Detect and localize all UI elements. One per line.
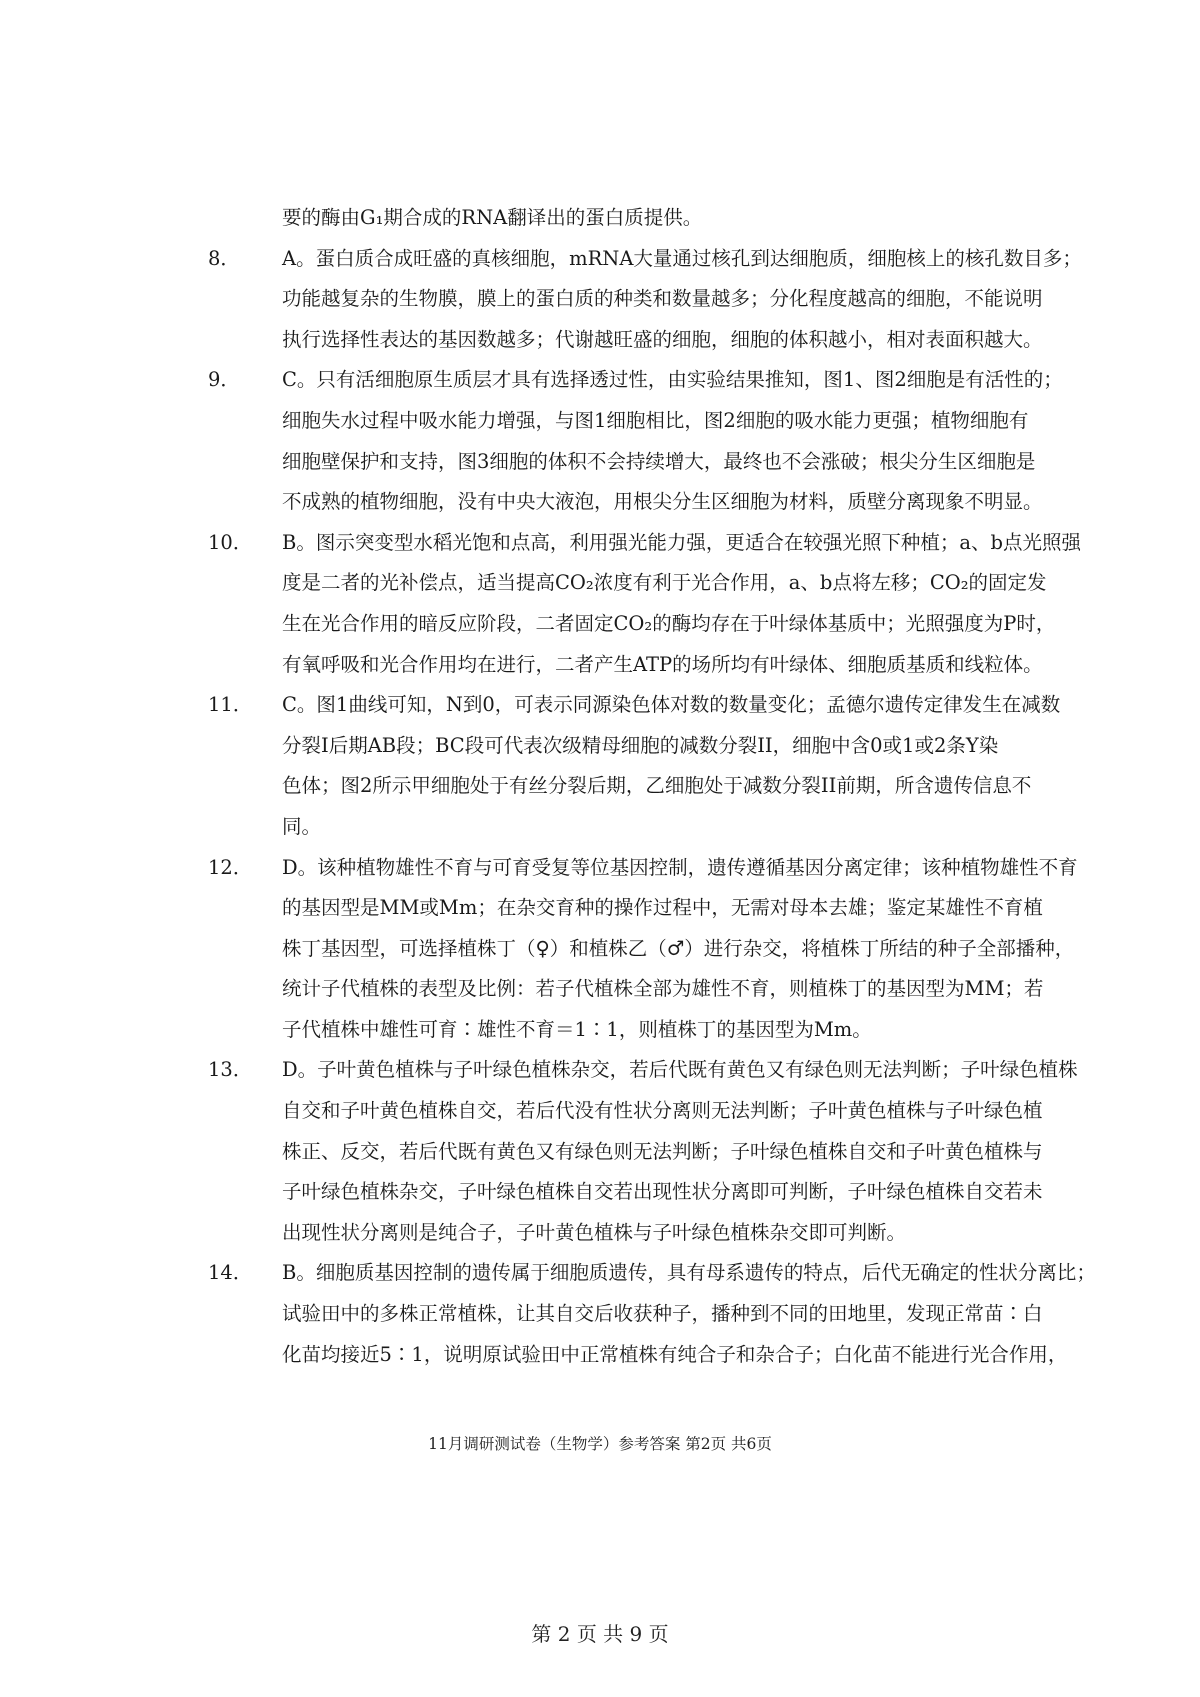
answer-line: 的基因型是MM或Mm；在杂交育种的操作过程中，无需对母本去雄；鉴定某雄性不育植 — [282, 896, 1043, 920]
answer-text: D。该种植物雄性不育与可育受复等位基因控制，遗传遵循基因分离定律；该种植物雄性不育 — [282, 855, 1078, 879]
answer-first-line — [208, 848, 1130, 889]
answer-line: 细胞失水过程中吸水能力增强，与图1细胞相比，图2细胞的吸水能力更强；植物细胞有 — [282, 408, 1029, 432]
answer-number: 14． — [208, 1261, 253, 1285]
answer-first-line — [208, 360, 1130, 401]
answer-text: B。细胞质基因控制的遗传属于细胞质遗传，具有母系遗传的特点，后代无确定的性状分离比； — [282, 1261, 1096, 1285]
answer-item — [208, 685, 1130, 847]
lead-text: 要的酶由G₁期合成的RNA翻译出的蛋白质提供。 — [282, 206, 703, 229]
answer-item — [208, 848, 1130, 1051]
answer-line: 出现性状分离则是纯合子，子叶黄色植株与子叶绿色植株杂交即可判断。 — [282, 1220, 907, 1244]
answer-number: 13． — [208, 1058, 253, 1082]
answer-items — [208, 239, 1130, 1376]
answer-first-line — [208, 239, 1130, 280]
answer-line: 子代植株中雄性可育∶雄性不育＝1∶1，则植株丁的基因型为Mm。 — [282, 1017, 872, 1041]
answer-line: 不成熟的植物细胞，没有中央大液泡，用根尖分生区细胞为材料，质壁分离现象不明显。 — [282, 490, 1043, 514]
answer-line: 功能越复杂的生物膜，膜上的蛋白质的种类和数量越多；分化程度越高的细胞，不能说明 — [282, 287, 1043, 311]
answer-item — [208, 1050, 1130, 1253]
answer-item — [208, 360, 1130, 522]
footer-page-number: 第 2 页 共 9 页 — [531, 1622, 669, 1646]
answer-first-line — [208, 1253, 1130, 1294]
answer-line: 色体；图2所示甲细胞处于有丝分裂后期，乙细胞处于减数分裂II前期，所含遗传信息不 — [282, 774, 1032, 798]
answer-item — [208, 1253, 1130, 1375]
answer-text: C。图1曲线可知，N到0，可表示同源染色体对数的数量变化；孟德尔遗传定律发生在减数 — [282, 693, 1061, 717]
answer-number: 8． — [208, 246, 240, 270]
answer-line: 度是二者的光补偿点，适当提高CO₂浓度有利于光合作用，a、b点将左移；CO₂的固定发 — [282, 571, 1047, 595]
answer-item — [208, 523, 1130, 685]
answer-text: A。蛋白质合成旺盛的真核细胞，mRNA大量通过核孔到达细胞质，细胞核上的核孔数目多； — [282, 246, 1082, 270]
answer-line: 执行选择性表达的基因数越多；代谢越旺盛的细胞，细胞的体积越小，相对表面积越大。 — [282, 327, 1043, 351]
answer-line: 细胞壁保护和支持，图3细胞的体积不会持续增大，最终也不会涨破；根尖分生区细胞是 — [282, 449, 1036, 473]
answer-first-line — [208, 685, 1130, 726]
answer-line: 子叶绿色植株杂交，子叶绿色植株自交若出现性状分离即可判断，子叶绿色植株自交若未 — [282, 1180, 1043, 1204]
answer-item — [208, 239, 1130, 361]
answer-text: B。图示突变型水稻光饱和点高，利用强光能力强，更适合在较强光照下种植；a、b点光照强 — [282, 530, 1081, 554]
answer-line: 株正、反交，若后代既有黄色又有绿色则无法判断；子叶绿色植株自交和子叶黄色植株与 — [282, 1139, 1043, 1163]
answer-line: 试验田中的多株正常植株，让其自交后收获种子，播种到不同的田地里，发现正常苗∶白 — [282, 1302, 1043, 1326]
answer-line: 分裂Ⅰ后期AB段；BC段可代表次级精母细胞的减数分裂II，细胞中含0或1或2条Y染 — [282, 733, 999, 757]
answer-first-line — [208, 523, 1130, 564]
answer-line: 同。 — [282, 814, 322, 838]
answer-list — [208, 198, 1130, 1375]
answer-number: 9． — [208, 368, 240, 392]
answer-number: 11． — [208, 693, 253, 717]
answer-line: 自交和子叶黄色植株自交，若后代没有性状分离则无法判断；子叶黄色植株与子叶绿色植 — [282, 1099, 1043, 1123]
answer-first-line — [208, 1050, 1130, 1091]
answer-line: 生在光合作用的暗反应阶段，二者固定CO₂的酶均存在于叶绿体基质中；光照强度为P时， — [282, 611, 1056, 635]
answer-line: 统计子代植株的表型及比例：若子代植株全部为雄性不育，则植株丁的基因型为MM；若 — [282, 977, 1044, 1001]
answer-line: 株丁基因型，可选择植株丁（♀）和植株乙（♂）进行杂交，将植株丁所结的种子全部播种， — [282, 936, 1075, 960]
answer-line: 化苗均接近5∶1，说明原试验田中正常植株有纯合子和杂合子；白化苗不能进行光合作用， — [282, 1342, 1068, 1366]
answer-line: 有氧呼吸和光合作用均在进行，二者产生ATP的场所均有叶绿体、细胞质基质和线粒体。 — [282, 652, 1043, 676]
footer-reference: 11月调研测试卷（生物学）参考答案 第2页 共6页 — [428, 1435, 772, 1453]
answer-text: D。子叶黄色植株与子叶绿色植株杂交，若后代既有黄色又有绿色则无法判断；子叶绿色植株 — [282, 1058, 1078, 1082]
answer-number: 10． — [208, 530, 253, 554]
answer-number: 12． — [208, 855, 253, 879]
answer-text: C。只有活细胞原生质层才具有选择透过性，由实验结果推知，图1、图2细胞是有活性的； — [282, 368, 1063, 392]
